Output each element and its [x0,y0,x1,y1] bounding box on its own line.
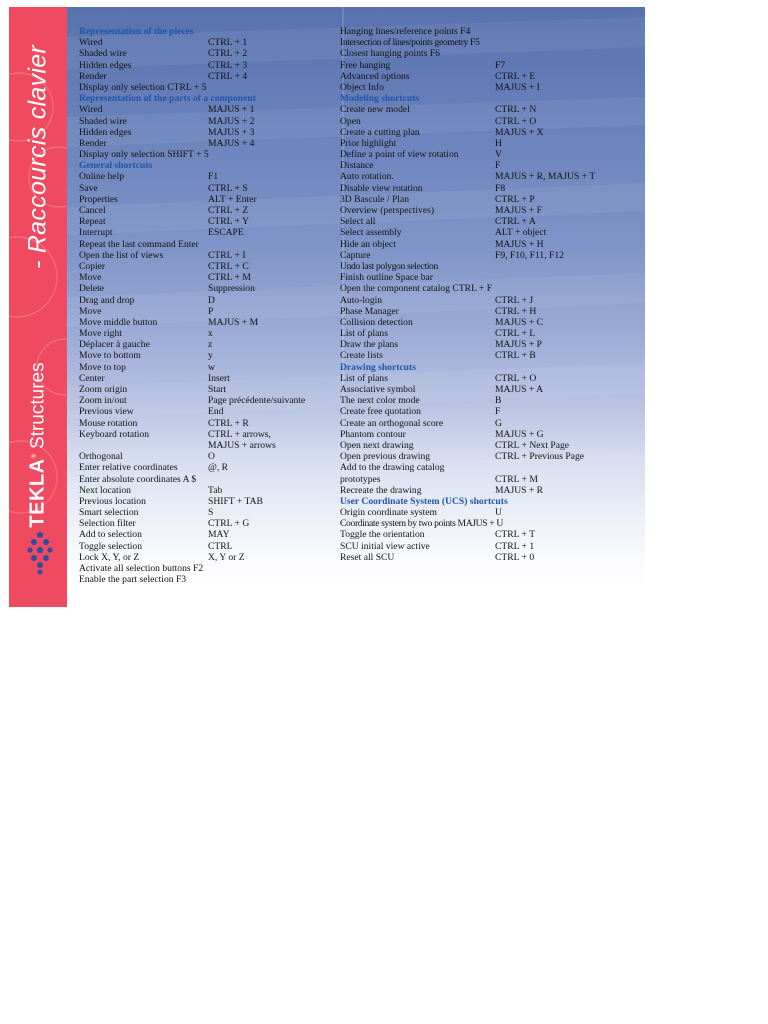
shortcut-action: Prior highlight [340,137,397,149]
sidebar-title: - Raccourcis clavier [23,44,52,270]
shortcut-action: Overview (perspectives) [340,205,435,216]
shortcut-row [79,205,339,216]
shortcut-keys: CTRL + 3 [208,59,248,71]
shortcut-action: Save [79,182,98,194]
shortcut-row [340,261,640,272]
shortcut-action: Origin coordinate system [340,507,437,519]
shortcut-keys: CTRL + M [495,473,538,485]
shortcut-row [340,451,640,462]
shortcut-row [79,37,339,48]
left-column [79,26,339,585]
shortcut-row [340,395,640,406]
shortcut-text: Closest hanging points F6 [340,48,440,60]
brand-lockup [27,362,50,527]
shortcut-row [79,82,339,93]
shortcut-row [79,384,339,395]
shortcut-keys: Page précédente/suivante [208,395,306,407]
shortcut-row [79,183,339,194]
shortcut-action: Open previous drawing [340,451,431,463]
shortcut-keys: CTRL + A [495,216,536,228]
shortcut-action: prototypes [340,473,381,485]
shortcut-action: List of plans [340,372,388,384]
shortcut-row [79,317,339,328]
shortcut-action: Drag and drop [79,294,135,306]
shortcut-action: Open the list of views [79,249,164,261]
shortcut-row [79,362,339,373]
shortcut-row [79,552,339,563]
shortcut-row [79,429,339,440]
shortcut-keys: CTRL + G [208,518,250,530]
shortcut-keys: U [495,507,502,519]
shortcut-keys: CTRL + S [208,182,248,194]
shortcut-action: Next location [79,484,131,496]
shortcut-action: Move [79,305,102,317]
shortcut-row [79,474,339,485]
shortcut-action: SCU initial view active [340,540,430,552]
shortcut-keys: CTRL + C [208,260,249,272]
shortcut-row [340,283,640,294]
shortcut-keys: Tab [208,484,223,496]
shortcut-action: Reset all SCU [340,551,395,563]
shortcut-action: Online help [79,171,125,183]
shortcut-row [340,328,640,339]
shortcut-keys: F7 [495,59,506,71]
shortcut-action: Create new model [340,104,410,116]
shortcut-row [79,541,339,552]
shortcut-row [340,429,640,440]
shortcut-action: Open next drawing [340,439,414,451]
shortcut-action: Move middle button [79,316,158,328]
shortcut-row [340,71,640,82]
shortcut-action: Interrupt [79,227,113,239]
shortcut-row [79,127,339,138]
shortcut-keys: SHIFT + TAB [208,495,263,507]
shortcut-action: Auto-login [340,294,383,306]
shortcut-row [340,440,640,451]
shortcut-keys: CTRL + B [495,350,536,362]
shortcut-action: Copier [79,260,106,272]
section-heading-label: Modeling shortcuts [340,93,420,105]
shortcut-keys: S [208,507,214,519]
shortcut-keys: CTRL [208,540,233,552]
shortcut-keys: P [208,305,214,317]
shortcut-row [79,283,339,294]
shortcut-row [79,227,339,238]
shortcut-text: Activate all selection buttons F2 [79,563,204,574]
shortcut-row [340,529,640,540]
shortcut-keys: CTRL + Y [208,216,249,228]
shortcut-row [340,26,640,37]
shortcut-action: Select assembly [340,227,402,239]
shortcut-action: The next color mode [340,395,420,407]
shortcut-action: Object Info [340,81,384,93]
shortcut-row [79,104,339,115]
shortcut-action: Free hanging [340,59,391,71]
shortcut-keys: MAJUS + R [495,484,544,496]
shortcut-keys: G [495,417,502,429]
shortcut-keys: CTRL + O [495,372,537,384]
shortcut-action: Wired [79,104,103,116]
shortcut-row [340,317,640,328]
shortcut-action: Capture [340,249,371,261]
shortcut-keys: CTRL + 4 [208,70,248,82]
shortcut-action: Define a point of view rotation [340,149,459,161]
shortcut-table [67,7,645,607]
shortcut-row [79,60,339,71]
shortcut-action: Collision detection [340,316,413,328]
shortcut-row [340,272,640,283]
shortcut-action: Move to bottom [79,350,141,362]
shortcut-action: Distance [340,160,374,172]
shortcut-action: Phase Manager [340,305,399,317]
shortcut-keys: MAJUS + I [495,81,540,93]
shortcut-keys: MAY [208,529,230,541]
shortcut-row [79,339,339,350]
shortcut-row [79,563,339,574]
shortcut-row [340,507,640,518]
shortcut-action: Associative symbol [340,384,416,395]
shortcut-row [340,205,640,216]
shortcut-action: Shaded wire [79,48,127,60]
shortcut-row [340,552,640,563]
shortcut-row [340,216,640,227]
shortcut-row [340,306,640,317]
shortcut-keys: CTRL + 0 [495,551,535,563]
shortcut-row [340,149,640,160]
shortcut-keys: CTRL + N [495,104,537,116]
shortcut-text: Open the component catalog CTRL + F [340,283,493,295]
shortcut-row [340,541,640,552]
shortcut-keys: w [208,361,215,373]
shortcut-row [340,183,640,194]
shortcut-action: Center [79,372,105,384]
shortcut-keys: ALT + Enter [208,193,257,205]
shortcut-row [340,250,640,261]
shortcut-row [79,306,339,317]
shortcut-action: Create lists [340,350,383,362]
shortcut-row [79,496,339,507]
shortcut-action: Selection filter [79,518,136,530]
shortcut-action: Zoom in/out [79,395,127,407]
shortcut-action: Toggle selection [79,540,143,552]
shortcut-text: Hanging lines/reference points F4 [340,26,471,37]
shortcut-keys: CTRL + J [495,294,534,306]
shortcut-keys: MAJUS + R, MAJUS + T [495,171,596,183]
shortcut-card [9,7,645,607]
shortcut-action: Phantom contour [340,428,406,440]
shortcut-keys: MAJUS + arrows [208,439,276,451]
shortcut-action: Hidden edges [79,126,132,138]
shortcut-row [340,82,640,93]
shortcut-keys: MAJUS + A [495,384,544,395]
shortcut-keys: Start [208,384,227,395]
shortcut-text: Undo last polygon selection [340,260,438,272]
shortcut-action: Previous location [79,495,146,507]
shortcut-keys: CTRL + M [208,272,251,284]
shortcut-row [79,328,339,339]
shortcut-row [79,529,339,540]
shortcut-keys: B [495,395,502,407]
shortcut-keys: MAJUS + G [495,428,544,440]
shortcut-keys: MAJUS + P [495,339,542,351]
shortcut-row [79,272,339,283]
brand-name: TEKLA [26,458,49,528]
shortcut-row [79,295,339,306]
shortcut-keys: x [208,328,213,340]
shortcut-row [79,462,339,473]
shortcut-row [79,350,339,361]
shortcut-action: Hide an object [340,238,396,250]
shortcut-action: Create an orthogonal score [340,417,444,429]
shortcut-keys: z [208,339,213,351]
shortcut-row [340,350,640,361]
shortcut-keys: MAJUS + H [495,238,544,250]
shortcut-row [79,216,339,227]
shortcut-keys: D [208,294,215,306]
section-heading [79,160,339,171]
shortcut-keys: MAJUS + 4 [208,137,255,149]
shortcut-row [340,138,640,149]
shortcut-row [79,373,339,384]
tekla-logo-icon [27,531,53,575]
section-heading [340,362,640,373]
shortcut-row [79,250,339,261]
shortcut-action: Toggle the orientation [340,529,425,541]
shortcut-keys: F1 [208,171,219,183]
shortcut-row [340,104,640,115]
shortcut-action: Enter relative coordinates [79,462,178,474]
shortcut-row [79,138,339,149]
section-heading-label: Drawing shortcuts [340,361,416,373]
shortcut-row [340,485,640,496]
shortcut-text: Finish outline Space bar [340,272,433,284]
shortcut-row [340,518,640,529]
shortcut-action: Repeat [79,216,106,228]
shortcut-keys: End [208,406,224,418]
shortcut-row [79,395,339,406]
shortcut-row [79,574,339,585]
shortcut-row [79,171,339,182]
shortcut-keys: CTRL + 1 [208,37,248,49]
shortcut-row [340,239,640,250]
right-column [340,26,640,563]
shortcut-keys: CTRL + L [495,328,536,340]
shortcut-action: Select all [340,216,376,228]
shortcut-row [340,339,640,350]
shortcut-row [340,384,640,395]
shortcut-row [79,440,339,451]
shortcut-action: Delete [79,283,105,295]
shortcut-text: Display only selection SHIFT + 5 [79,149,209,161]
shortcut-keys: ESCAPE [208,227,244,239]
shortcut-text: Enable the part selection F3 [79,574,187,586]
shortcut-row [79,71,339,82]
shortcut-action: 3D Bascule / Plan [340,193,410,205]
sidebar [9,7,67,607]
shortcut-action: Create free quotation [340,406,421,418]
section-heading [340,496,640,507]
shortcut-keys: CTRL + O [495,115,537,127]
product-name: Structures [27,362,49,449]
shortcut-action: Cancel [79,205,106,216]
shortcut-action: Hidden edges [79,59,132,71]
shortcut-row [340,406,640,417]
section-heading [340,93,640,104]
shortcut-text: Coordinate system by two points MAJUS + U [340,518,503,530]
trademark-mark: ® [32,454,39,459]
shortcut-keys: CTRL + Z [208,205,249,216]
shortcut-action: Render [79,137,107,149]
shortcut-row [340,48,640,59]
shortcut-row [340,295,640,306]
shortcut-keys: V [495,149,502,161]
shortcut-action: Orthogonal [79,451,123,463]
shortcut-row [340,194,640,205]
shortcut-keys: F9, F10, F11, F12 [495,249,564,261]
shortcut-keys: O [208,451,215,463]
shortcut-keys: MAJUS + C [495,316,544,328]
shortcut-action: Zoom origin [79,384,128,395]
shortcut-action: Mouse rotation [79,417,138,429]
shortcut-keys: MAJUS + M [208,316,259,328]
shortcut-action: Previous view [79,406,134,418]
shortcut-keys: Insert [208,372,230,384]
shortcut-keys: CTRL + T [495,529,536,541]
shortcut-row [340,373,640,384]
shortcut-action [79,440,208,451]
shortcut-action: Smart selection [79,507,139,519]
shortcut-action: Wired [79,37,103,49]
shortcut-keys: MAJUS + 3 [208,126,255,138]
shortcut-row [79,485,339,496]
shortcut-keys: CTRL + R [208,417,249,429]
shortcut-text: Repeat the last command Enter [79,238,199,250]
shortcut-row [79,451,339,462]
shortcut-keys: @, R [208,462,229,474]
shortcut-action: Recreate the drawing [340,484,422,496]
section-heading [79,93,339,104]
shortcut-row [79,149,339,160]
shortcut-row [79,406,339,417]
shortcut-keys: ALT + object [495,227,547,239]
shortcut-action: Create a cutting plan [340,126,420,138]
shortcut-keys: CTRL + E [495,70,536,82]
shortcut-keys: y [208,350,213,362]
shortcut-row [340,418,640,429]
shortcut-row [79,239,339,250]
shortcut-row [340,37,640,48]
shortcut-action: Shaded wire [79,115,127,127]
shortcut-action: Disable view rotation [340,182,423,194]
shortcut-action: Move to top [79,361,126,373]
shortcut-action: Auto rotation. [340,171,394,183]
shortcut-keys: F [495,160,501,172]
shortcut-keys: X, Y or Z [208,551,245,563]
shortcut-keys: H [495,137,502,149]
shortcut-row [79,518,339,529]
shortcut-keys: CTRL + I [208,249,246,261]
section-heading-label: Representation of the pieces [79,26,194,37]
shortcut-row [340,116,640,127]
shortcut-keys: CTRL + H [495,305,537,317]
section-heading-label: Representation of the parts of a component [79,93,256,105]
shortcut-text: Enter absolute coordinates A $ [79,473,197,485]
shortcut-action: Move right [79,328,122,340]
shortcut-row [79,116,339,127]
shortcut-action: Déplacer à gauche [79,339,150,351]
shortcut-row [340,60,640,71]
shortcut-keys: CTRL + Next Page [495,439,570,451]
shortcut-action: Lock X, Y, or Z [79,551,140,563]
shortcut-row [340,160,640,171]
shortcut-keys: MAJUS + F [495,205,542,216]
shortcut-action: Draw the plans [340,339,399,351]
shortcut-row [79,418,339,429]
shortcut-action: Render [79,70,107,82]
shortcut-text: Intersection of lines/points geometry F5 [340,37,480,49]
shortcut-keys: Suppression [208,283,255,295]
shortcut-keys: F8 [495,182,506,194]
shortcut-row [340,127,640,138]
shortcut-keys: CTRL + 1 [495,540,535,552]
shortcut-action: Open [340,115,361,127]
shortcut-row [79,48,339,59]
shortcut-keys: CTRL + 2 [208,48,248,60]
shortcut-action: Move [79,272,102,284]
shortcut-keys: CTRL + Previous Page [495,451,584,463]
shortcut-keys: F [495,406,501,418]
section-heading [79,26,339,37]
shortcut-keys: MAJUS + 2 [208,115,255,127]
shortcut-keys: CTRL + arrows, [208,428,271,440]
shortcut-text: Display only selection CTRL + 5 [79,81,207,93]
shortcut-action: Advanced options [340,70,410,82]
shortcut-keys: MAJUS + 1 [208,104,255,116]
shortcut-row [340,227,640,238]
shortcut-row [340,462,640,473]
shortcut-action: Add to the drawing catalog [340,462,445,474]
shortcut-row [79,261,339,272]
shortcut-action: Add to selection [79,529,142,541]
shortcut-row [340,474,640,485]
shortcut-row [79,194,339,205]
shortcut-keys: MAJUS + X [495,126,544,138]
shortcut-row [79,507,339,518]
shortcut-keys: CTRL + P [495,193,535,205]
shortcut-row [340,171,640,182]
shortcut-action: Properties [79,193,118,205]
shortcut-action: List of plans [340,328,388,340]
section-heading-label: User Coordinate System (UCS) shortcuts [340,495,508,507]
shortcut-action: Keyboard rotation [79,428,150,440]
section-heading-label: General shortcuts [79,160,153,172]
